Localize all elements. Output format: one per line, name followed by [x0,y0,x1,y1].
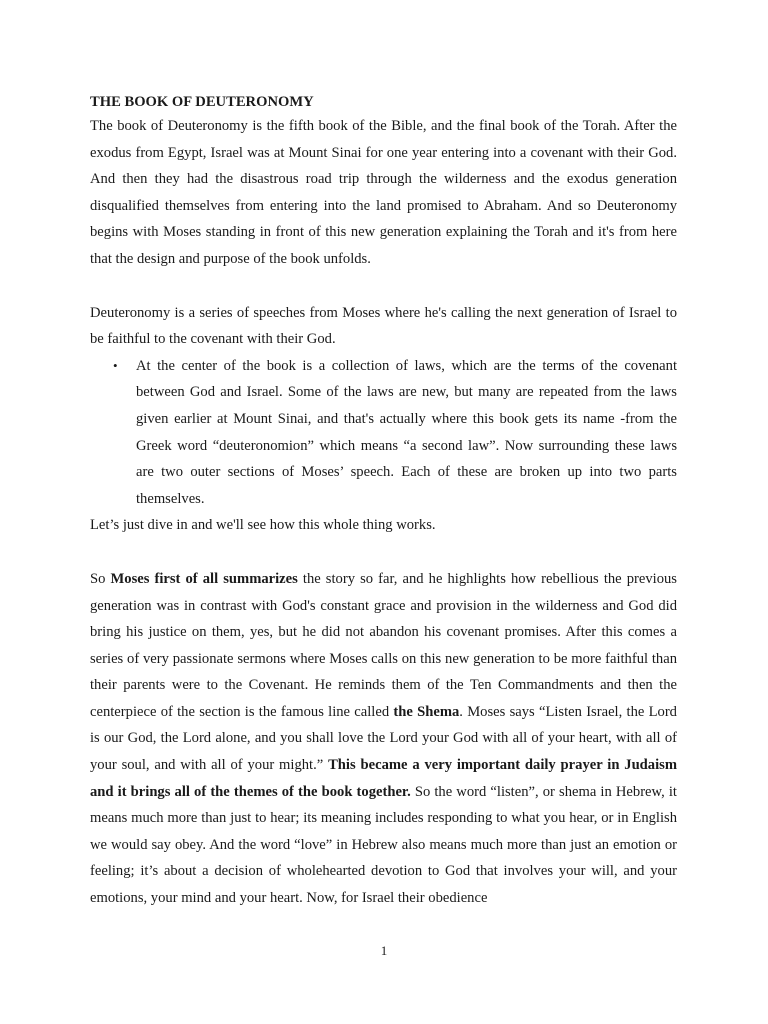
dive-in-paragraph: Let’s just dive in and we'll see how this whole thing works. [90,517,436,534]
document-body [90,91,677,912]
summary-bold-3: This became a very important daily prayer in Judaism and it brings all of the themes of the book together. [90,757,677,800]
summary-text-2: the story so far, and he highlights how rebellious the previous generation was in contrast with God's constant grace and provision in the wilderness and God did bring his justice on them, yes, but he did not abandon his covenant promises. After this comes a series of very passionate sermons where Moses calls on this new generation to be more faithful than their parents were to the Covenant. He reminds them of the Ten Commandments and then the centerpiece of the section is the famous line called [90,570,677,720]
paragraph-spacer [90,539,677,566]
page-number: 1 [380,943,388,958]
summary-bold-2: the Shema [393,703,460,720]
bullet-list [90,353,677,513]
bullet-text: At the center of the book is a collection of laws, which are the terms of the covenant between God and Israel. Some of the laws are new, but many are repeated from the laws given earlier at Mount Sinai, and that's actually where this book gets its name -from the Greek word “deuteronomion” which means “a second law”. Now surrounding these laws are two outer sections of Moses’ speech. Each of these are broken up into two parts themselves. [136,357,677,507]
summary-text-4: So the word “listen”, or shema in Hebrew, it means much more than just to hear; its meaning includes responding to what you hear, or in English we would say obey. And the word “love” in Hebrew also means much more than just an emotion or feeling; it’s about a decision of wholehearted devotion to God that involves your will, and your emotions, your mind and your heart. Now, for Israel their obedience [90,783,677,907]
paragraph-spacer [90,273,677,300]
summary-paragraph [90,566,677,912]
bullet-icon: • [113,357,118,373]
summary-text-1: So [90,570,111,587]
speeches-paragraph: Deuteronomy is a series of speeches from Moses where he's calling the next generation of Israel to be faithful to the covenant with their God. [90,304,677,348]
intro-paragraph: The book of Deuteronomy is the fifth book of the Bible, and the final book of the Torah. After the exodus from Egypt, Israel was at Mount Sinai for one year entering into a covenant with their God. And then they had the disastrous road trip through the wilderness and the exodus generation disqualified themselves from entering into the land promised to Abraham. And so Deuteronomy begins with Moses standing in front of this new generation explaining the Torah and it's from here that the design and purpose of the book unfolds. [90,118,677,267]
document-title: THE BOOK OF DEUTERONOMY [90,94,314,110]
summary-bold-1: Moses first of all summarizes [110,570,298,587]
list-item [113,353,677,513]
summary-text-3: . Moses says “Listen Israel, the Lord is our God, the Lord alone, and you shall love the Lord your God with all of your heart, with all of your soul, and with all of your might.” [90,703,677,774]
